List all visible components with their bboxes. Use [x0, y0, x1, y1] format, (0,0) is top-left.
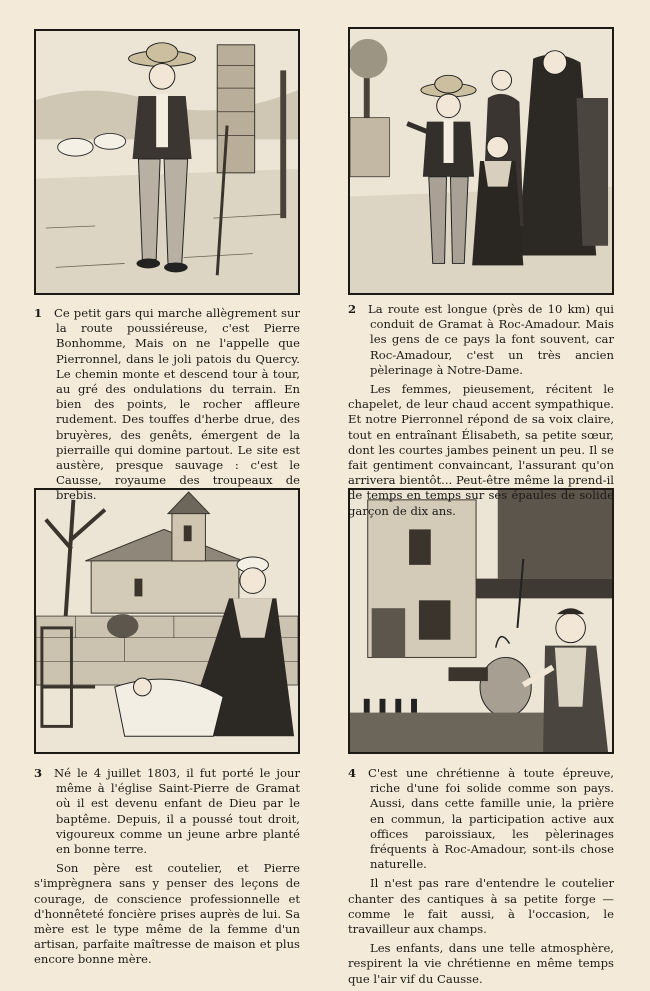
caption-number: 4	[348, 766, 357, 780]
caption-2-paragraph	[348, 302, 614, 378]
illustration-pilgrimage-road	[348, 27, 614, 295]
caption-4-paragraph: Les enfants, dans une telle atmosphère, respirent la vie chrétienne en même temps que l'air vif du Causse.	[348, 941, 614, 986]
caption-3	[34, 766, 300, 972]
caption-text: La route est longue (près de 10 km) qui conduit de Gramat à Roc-Amadour. Mais les gens de ce pays la font souvent, car Roc-Amadour, c'est un très ancien pèlerinage à Notre-Dame.	[368, 302, 614, 377]
caption-2	[348, 302, 614, 523]
caption-4-paragraph: Il n'est pas rare d'entendre le coutelier chanter des cantiques à sa petite forge — comme le fait aussi, à l'occasion, le travailleur aux champs.	[348, 876, 614, 937]
illustration-mother-church	[34, 488, 300, 754]
caption-1-paragraph	[34, 306, 300, 504]
caption-2-paragraph: Les femmes, pieusement, récitent le chapelet, de leur chaud accent sympathique. Et notre Pierronnel répond de sa voix claire, tout en entraînant Élisabeth, sa petite sœur, dont les courtes jambes peinent un peu. Il se fait gentiment convaincant, l'assurant qu'on arrivera bientôt... Peut-être même la prend-il de temps en temps sur ses épaules de solide garçon de dix ans.	[348, 382, 614, 518]
caption-number: 1	[34, 306, 43, 320]
illustration-boy-walking-art	[36, 31, 298, 293]
illustration-boy-walking	[34, 29, 300, 295]
illustration-cutler-forge	[348, 488, 614, 754]
caption-1	[34, 306, 300, 508]
caption-text: Né le 4 juillet 1803, il fut porté le jour même à l'église Saint-Pierre de Gramat où il est devenu enfant de Dieu par le baptême. Depuis, il a poussé tout droit, vigoureux comme un jeune arbre planté en bonne terre.	[54, 766, 300, 857]
caption-number: 2	[348, 302, 357, 316]
caption-text: C'est une chrétienne à toute épreuve, riche d'une foi solide comme son pays. Aussi, dans cette famille unie, la prière en commun, la participation active aux offices paroissiaux, les pèlerinages fréquents à Roc-Amadour, sont-ils chose naturelle.	[368, 766, 614, 872]
caption-4-paragraph	[348, 766, 614, 872]
caption-text: Ce petit gars qui marche allègrement sur la route poussiéreuse, c'est Pierre Bonhomme, Mais on ne l'appelle que Pierronnel, dans le joli patois du Quercy. Le chemin monte et descend tour à tour, au gré des ondulations du terrain. En bien des points, le rocher affleure rudement. Des touffes d'herbe drue, des bruyères, des genêts, émergent de la pierraille qui domine partout. Le site est austère, presque sauvage : c'est le Causse, royaume des troupeaux de brebis.	[54, 306, 300, 503]
illustration-pilgrimage-road-art	[350, 29, 612, 293]
illustration-mother-church-art	[36, 490, 298, 752]
caption-3-paragraph	[34, 766, 300, 857]
caption-3-paragraph: Son père est coutelier, et Pierre s'imprègnera sans y penser des leçons de courage, de conscience professionnelle et d'honnêteté foncière prises auprès de lui. Sa mère est le type même de la femme d'un artisan, parfaite maîtresse de maison et plus encore bonne mère.	[34, 861, 300, 967]
caption-number: 3	[34, 766, 43, 780]
caption-4	[348, 766, 614, 991]
illustration-cutler-forge-art	[350, 490, 612, 752]
